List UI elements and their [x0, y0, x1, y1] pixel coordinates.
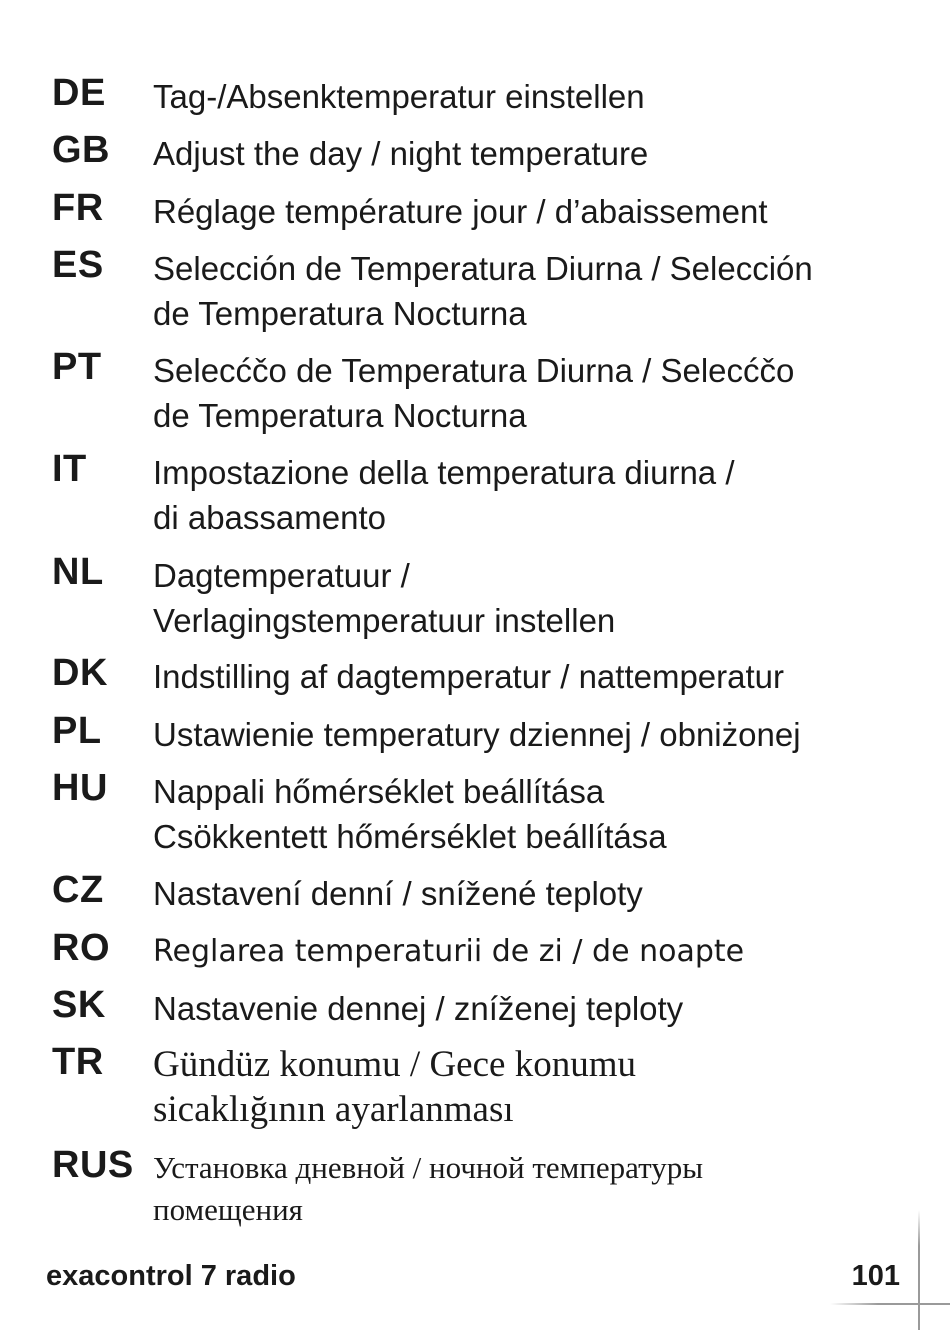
language-code: GB — [52, 129, 110, 171]
language-code: HU — [52, 767, 108, 809]
language-code: IT — [52, 448, 87, 490]
language-code: DK — [52, 652, 108, 694]
entry-text: Nastavení denní / snížené teploty — [153, 875, 643, 912]
language-code: ES — [52, 244, 104, 286]
footer-product-name: exacontrol 7 radio — [46, 1260, 296, 1292]
language-code: PT — [52, 346, 102, 388]
crop-mark-horizontal — [830, 1303, 950, 1305]
entry-text: Dagtemperatuur / Verlagingstemperatuur instellen — [153, 557, 616, 639]
entry-text: Gündüz konumu / Gece konumu sicaklığının ayarlanması — [153, 1044, 636, 1130]
language-code: FR — [52, 187, 104, 229]
entry-text: Indstilling af dagtemperatur / nattemperatur — [153, 658, 785, 695]
entry-text: Impostazione della temperatura diurna / di abassamento — [153, 454, 735, 536]
entry-text: Nastavenie dennej / zníženej teploty — [153, 990, 684, 1027]
entry-text: Установка дневной / ночной температуры помещения — [153, 1150, 704, 1227]
language-code: TR — [52, 1041, 104, 1083]
entry-text: Adjust the day / night temperature — [153, 135, 649, 172]
language-code: RUS — [52, 1144, 134, 1186]
language-code: NL — [52, 551, 104, 593]
language-code: CZ — [52, 869, 104, 911]
language-code: SK — [52, 984, 106, 1026]
entry-text: Reglarea temperaturii de zi / de noapte — [153, 934, 745, 969]
page-number: 101 — [851, 1260, 900, 1292]
entry-text: Réglage température jour / d’abaissement — [153, 193, 768, 230]
entry-text: Selección de Temperatura Diurna / Selección de Temperatura Nocturna — [153, 250, 813, 332]
entry-text: Nappali hőmérséklet beállítása Csökkentett hőmérséklet beállítása — [153, 773, 667, 855]
entry-text: Ustawienie temperatury dziennej / obniżonej — [153, 716, 801, 753]
crop-mark-vertical — [918, 1210, 920, 1330]
entry-text: Tag-/Absenktemperatur einstellen — [153, 78, 645, 115]
entry-text: Selecćčo de Temperatura Diurna / Selecćčo de Temperatura Nocturna — [153, 352, 795, 434]
language-code: DE — [52, 72, 106, 114]
language-code: RO — [52, 927, 110, 969]
language-code: PL — [52, 710, 102, 752]
